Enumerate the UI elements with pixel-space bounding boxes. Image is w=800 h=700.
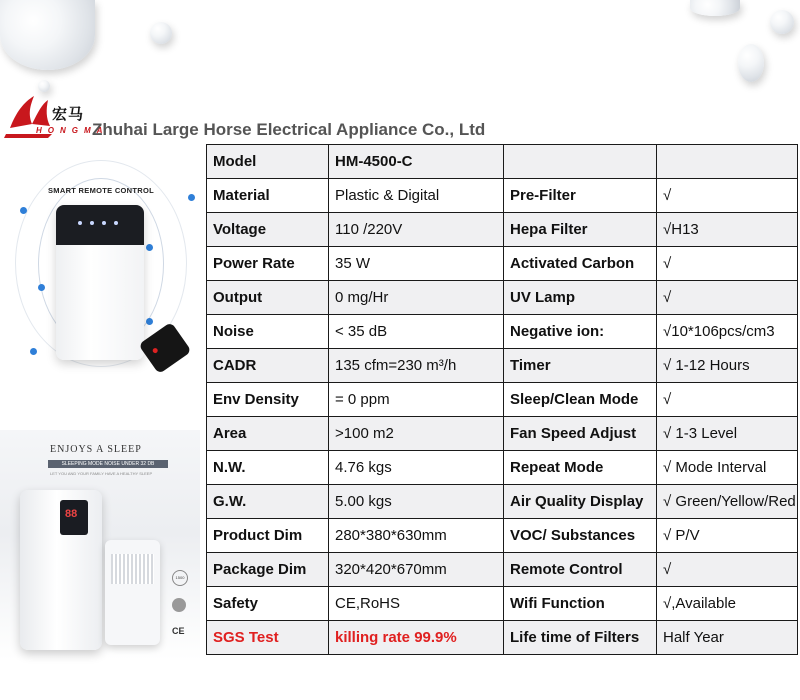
indicator-light <box>114 221 118 225</box>
water-drop-decoration <box>770 10 794 34</box>
feature-dot <box>20 207 27 214</box>
digital-display <box>60 500 88 535</box>
feature-dot <box>188 194 195 201</box>
spec-row <box>207 383 798 417</box>
ce-mark: CE <box>172 626 185 636</box>
logo-english-text: HONGMA <box>36 126 109 135</box>
spec-label: Remote Control <box>504 553 657 587</box>
spec-label: Activated Carbon <box>504 247 657 281</box>
spec-label: Model <box>207 145 329 179</box>
spec-label: SGS Test <box>207 621 329 655</box>
remote-button <box>152 347 159 354</box>
water-drop-decoration <box>738 44 764 82</box>
spec-label: Fan Speed Adjust <box>504 417 657 451</box>
spec-value: Half Year <box>657 621 798 655</box>
spec-label: Material <box>207 179 329 213</box>
spec-value: 280*380*630mm <box>329 519 504 553</box>
water-drop-decoration <box>150 22 172 44</box>
air-purifier-image <box>56 205 144 360</box>
spec-row <box>207 315 798 349</box>
spec-row <box>207 213 798 247</box>
spec-value: 4.76 kgs <box>329 451 504 485</box>
feature-dot <box>30 348 37 355</box>
spec-row <box>207 417 798 451</box>
spec-value: √ <box>657 553 798 587</box>
spec-value: 135 cfm=230 m³/h <box>329 349 504 383</box>
spec-label: Safety <box>207 587 329 621</box>
air-purifier-image <box>105 540 160 645</box>
spec-label: Negative ion: <box>504 315 657 349</box>
spec-value: killing rate 99.9% <box>329 621 504 655</box>
spec-label: Pre-Filter <box>504 179 657 213</box>
certification-badge <box>172 598 186 612</box>
purifier-grille <box>111 554 154 584</box>
spec-value: √,Available <box>657 587 798 621</box>
feature-dot <box>38 284 45 291</box>
spec-label: Package Dim <box>207 553 329 587</box>
feature-dot <box>146 244 153 251</box>
spec-label: Hepa Filter <box>504 213 657 247</box>
spec-value: Plastic & Digital <box>329 179 504 213</box>
spec-label: UV Lamp <box>504 281 657 315</box>
spec-value: √ 1-3 Level <box>657 417 798 451</box>
spec-row <box>207 247 798 281</box>
spec-label: Output <box>207 281 329 315</box>
sleep-promo-banner: SLEEPING MODE NOISE UNDER 32 DB <box>48 460 168 468</box>
spec-label: Voltage <box>207 213 329 247</box>
indicator-light <box>90 221 94 225</box>
certification-badge: 1500 <box>172 570 188 586</box>
sleep-promo-subtitle: LET YOU AND YOUR FAMILY HAVE A HEALTHY SLEEP <box>50 471 153 476</box>
spec-value: 35 W <box>329 247 504 281</box>
spec-label: Product Dim <box>207 519 329 553</box>
spec-row <box>207 621 798 655</box>
spec-label: G.W. <box>207 485 329 519</box>
air-purifier-image <box>20 490 102 650</box>
water-drop-decoration <box>690 0 740 16</box>
spec-row <box>207 145 798 179</box>
spec-value: 5.00 kgs <box>329 485 504 519</box>
spec-label: N.W. <box>207 451 329 485</box>
indicator-light <box>78 221 82 225</box>
spec-label: Noise <box>207 315 329 349</box>
spec-label: Area <box>207 417 329 451</box>
spec-value: 0 mg/Hr <box>329 281 504 315</box>
spec-value: √ <box>657 247 798 281</box>
water-drop-decoration <box>0 0 95 70</box>
spec-value: < 35 dB <box>329 315 504 349</box>
spec-value: √ P/V <box>657 519 798 553</box>
spec-value: HM-4500-C <box>329 145 504 179</box>
company-name: Zhuhai Large Horse Electrical Appliance Co., Ltd <box>92 120 486 139</box>
spec-value: CE,RoHS <box>329 587 504 621</box>
spec-value: √ <box>657 179 798 213</box>
remote-control-title: SMART REMOTE CONTROL <box>48 186 154 195</box>
spec-row <box>207 451 798 485</box>
display-value: 88 <box>65 508 78 520</box>
spec-value: √ <box>657 383 798 417</box>
spec-value <box>657 145 798 179</box>
spec-label: CADR <box>207 349 329 383</box>
spec-row <box>207 349 798 383</box>
spec-row <box>207 179 798 213</box>
spec-label <box>504 145 657 179</box>
specifications-table <box>206 144 798 655</box>
spec-value: √H13 <box>657 213 798 247</box>
spec-row <box>207 519 798 553</box>
spec-value: 110 /220V <box>329 213 504 247</box>
spec-value: √ 1-12 Hours <box>657 349 798 383</box>
spec-row <box>207 587 798 621</box>
spec-label: Power Rate <box>207 247 329 281</box>
specifications-table-body <box>207 145 798 655</box>
indicator-light <box>102 221 106 225</box>
spec-label: Env Density <box>207 383 329 417</box>
spec-value: >100 m2 <box>329 417 504 451</box>
spec-label: Air Quality Display <box>504 485 657 519</box>
spec-label: Timer <box>504 349 657 383</box>
spec-row <box>207 553 798 587</box>
feature-dot <box>146 318 153 325</box>
spec-label: VOC/ Substances <box>504 519 657 553</box>
spec-value: 320*420*670mm <box>329 553 504 587</box>
spec-label: Life time of Filters <box>504 621 657 655</box>
spec-label: Sleep/Clean Mode <box>504 383 657 417</box>
spec-value: = 0 ppm <box>329 383 504 417</box>
logo-chinese-text: 宏马 <box>52 105 85 123</box>
spec-label: Repeat Mode <box>504 451 657 485</box>
spec-row <box>207 281 798 315</box>
spec-value: √ Mode Interval <box>657 451 798 485</box>
spec-value: √ Green/Yellow/Red <box>657 485 798 519</box>
spec-label: Wifi Function <box>504 587 657 621</box>
spec-value: √ <box>657 281 798 315</box>
control-panel <box>56 205 144 245</box>
sleep-promo-title: ENJOYS A SLEEP <box>50 444 142 455</box>
spec-row <box>207 485 798 519</box>
spec-value: √10*106pcs/cm3 <box>657 315 798 349</box>
